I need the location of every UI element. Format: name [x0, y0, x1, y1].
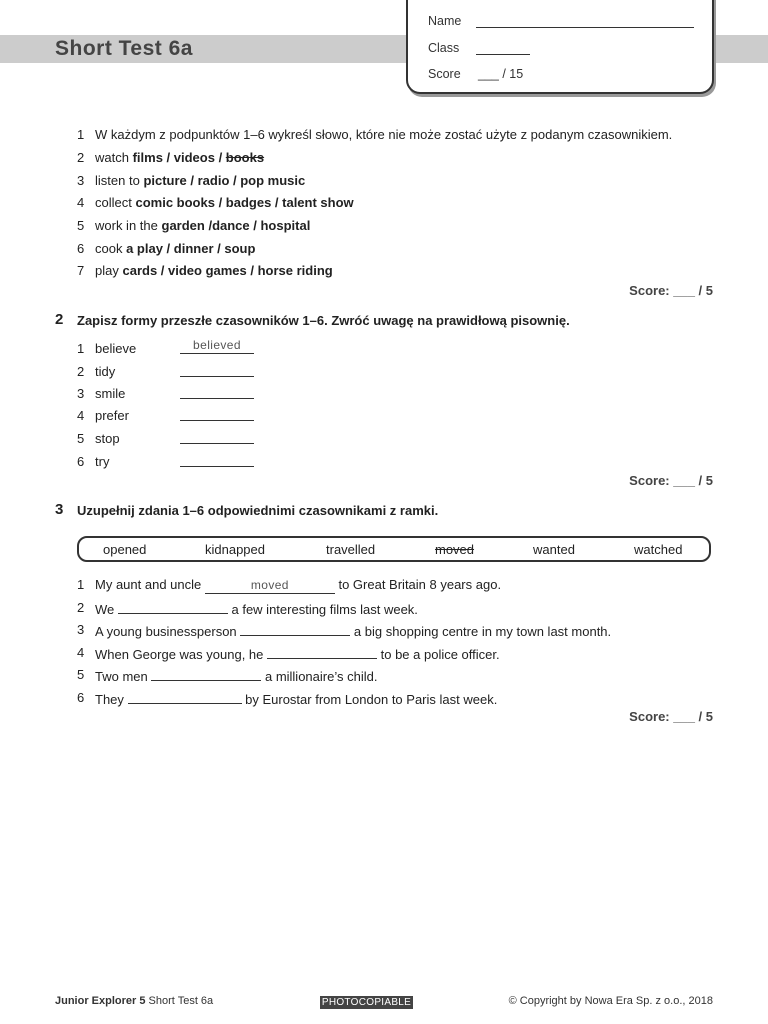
item-word: smile	[95, 386, 126, 401]
name-field[interactable]	[476, 26, 694, 28]
sentence-gap[interactable]	[128, 690, 242, 704]
sentence-text	[95, 600, 418, 617]
exercise2-score: Score: ___ / 5	[629, 473, 713, 488]
item-word: stop	[95, 431, 120, 446]
sentence-before: My aunt and uncle	[95, 577, 205, 592]
answer-field[interactable]	[180, 383, 254, 399]
word-box	[77, 536, 711, 562]
item-number: 1	[77, 577, 85, 592]
exercise3-score: Score: ___ / 5	[629, 709, 713, 724]
item-number: 4	[77, 195, 85, 210]
sentence-text	[95, 622, 611, 639]
class-row	[428, 41, 476, 55]
sentence-before: A young businessperson	[95, 624, 241, 639]
item-options[interactable]: comic books / badges / talent show	[135, 195, 354, 210]
footer-book: Junior Explorer 5	[55, 995, 146, 1007]
box-word: kidnapped	[205, 542, 265, 557]
item-word: believe	[95, 341, 137, 356]
item-verb: listen to	[95, 173, 140, 188]
answer-field[interactable]	[180, 405, 254, 421]
sentence-gap[interactable]	[151, 667, 261, 681]
sentence-before: Two men	[95, 669, 152, 684]
score-row	[428, 67, 524, 81]
answer-field[interactable]: believed	[180, 338, 254, 354]
footer-copyright: © Copyright by Nowa Era Sp. z o.o., 2018	[508, 995, 713, 1007]
item-number: 4	[77, 408, 85, 423]
item-number: 2	[77, 364, 85, 379]
item-text	[95, 263, 333, 278]
item-word: try	[95, 454, 110, 469]
item-number: 5	[77, 431, 85, 446]
item-number: 3	[77, 622, 85, 637]
item-number: 4	[77, 645, 85, 660]
sentence-after: to Great Britain 8 years ago.	[334, 577, 502, 592]
box-word: opened	[103, 542, 147, 557]
item-text	[95, 218, 310, 233]
item-options[interactable]: a play / dinner / soup	[126, 241, 256, 256]
sentence-text	[95, 667, 377, 684]
box-word: travelled	[326, 542, 376, 557]
item-text	[95, 195, 354, 210]
sentence-gap[interactable]: moved	[205, 580, 335, 594]
item-options[interactable]: films / videos /	[132, 150, 226, 165]
sentence-text	[95, 690, 497, 707]
answer-field[interactable]	[180, 428, 254, 444]
sentence-gap[interactable]	[240, 622, 350, 636]
class-field[interactable]	[476, 53, 530, 55]
photocopiable-badge: PHOTOCOPIABLE	[321, 997, 412, 1008]
sentence-gap[interactable]	[267, 645, 377, 659]
sentence-gap[interactable]	[118, 600, 228, 614]
item-options[interactable]: picture / radio / pop music	[143, 173, 306, 188]
item-verb: cook	[95, 241, 123, 256]
page-title: Short Test 6a	[55, 37, 193, 60]
item-struck-option[interactable]: books	[225, 150, 265, 165]
sentence-text	[95, 645, 500, 662]
item-word: prefer	[95, 408, 129, 423]
item-number: 5	[77, 667, 85, 682]
box-word-used: moved	[435, 542, 475, 557]
item-verb: work in the	[95, 218, 158, 233]
score-label: Score	[428, 67, 461, 81]
sentence-before: When George was young, he	[95, 647, 267, 662]
item-number: 5	[77, 218, 85, 233]
score-total: ___ / 15	[478, 67, 524, 81]
footer-test: Short Test 6a	[148, 995, 214, 1007]
item-options[interactable]: garden /dance / hospital	[161, 218, 311, 233]
footer-left	[55, 995, 213, 1007]
box-word: watched	[634, 542, 683, 557]
item-number: 3	[77, 173, 85, 188]
item-number: 6	[77, 690, 85, 705]
sentence-after: a big shopping centre in my town last month.	[350, 624, 612, 639]
item-text	[95, 150, 264, 165]
item-number: 2	[77, 600, 85, 615]
box-word: wanted	[533, 542, 575, 557]
student-info-box	[406, 0, 714, 94]
item-word: tidy	[95, 364, 116, 379]
sentence-before: They	[95, 692, 128, 707]
item-text	[95, 241, 255, 256]
item-number: 6	[77, 454, 85, 469]
class-label: Class	[428, 41, 460, 55]
item-text	[95, 173, 305, 188]
item-verb: play	[95, 263, 119, 278]
sentence-after: to be a police officer.	[377, 647, 500, 662]
exercise1-score: Score: ___ / 5	[629, 283, 713, 298]
item-number: 2	[77, 150, 85, 165]
answer-field[interactable]	[180, 361, 254, 377]
item-verb: watch	[95, 150, 129, 165]
exercise2-instruction: Zapisz formy przeszłe czasowników 1–6. Zwróć uwagę na prawidłową pisownię.	[77, 313, 570, 328]
item-number: 3	[77, 386, 85, 401]
sentence-before: We	[95, 602, 118, 617]
sentence-after: by Eurostar from London to Paris last week.	[241, 692, 498, 707]
item-options[interactable]: cards / video games / horse riding	[122, 263, 333, 278]
sentence-after: a few interesting films last week.	[227, 602, 418, 617]
item-number: 6	[77, 241, 85, 256]
exercise3-number: 3	[55, 501, 64, 518]
item-number: 1	[77, 341, 85, 356]
item-verb: collect	[95, 195, 132, 210]
answer-field[interactable]	[180, 451, 254, 467]
exercise2-number: 2	[55, 311, 64, 328]
name-label: Name	[428, 14, 462, 28]
exercise3-instruction: Uzupełnij zdania 1–6 odpowiednimi czasownikami z ramki.	[77, 503, 439, 518]
sentence-text	[95, 577, 501, 594]
item-number: 7	[77, 263, 85, 278]
name-row	[428, 14, 476, 28]
sentence-after: a millionaire’s child.	[261, 669, 378, 684]
